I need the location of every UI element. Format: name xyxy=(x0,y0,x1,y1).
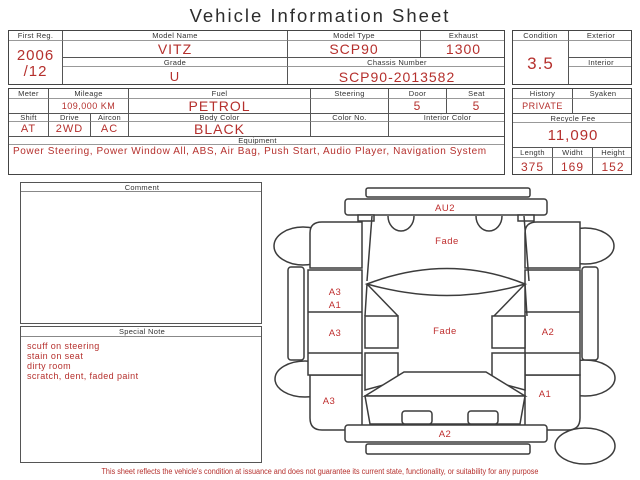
interior-color-value xyxy=(389,122,505,137)
condition-value: 3.5 xyxy=(513,41,569,85)
history-block xyxy=(512,88,632,175)
aircon-label: Aircon xyxy=(91,114,129,122)
center-body xyxy=(345,188,547,454)
front-bumper-trim xyxy=(366,188,530,197)
special-note-box xyxy=(20,326,262,463)
width-label: Widht xyxy=(553,148,593,158)
shift-value: AT xyxy=(9,122,49,137)
steering-value xyxy=(311,99,389,114)
exhaust-value: 1300 xyxy=(421,41,505,58)
history-label: History xyxy=(513,89,573,99)
label-rear-bumper: A2 xyxy=(438,429,452,440)
footer-disclaimer: This sheet reflects the vehicle's condition at issuance and does not guarantee its current state, functionality, or suitability for any purpose xyxy=(101,467,539,476)
shift-label: Shift xyxy=(9,114,49,122)
label-front-bumper: AU2 xyxy=(435,203,455,214)
body-color-label: Body Color xyxy=(129,114,311,122)
fuel-value: PETROL xyxy=(129,99,311,114)
equipment-label: Equipment xyxy=(9,137,505,145)
meter-label: Meter xyxy=(9,89,49,99)
special-note-line: stain on seat xyxy=(27,351,84,361)
drive-label: Drive xyxy=(49,114,91,122)
label-hood-fade: Fade xyxy=(435,236,459,247)
equipment-value: Power Steering, Power Window All, ABS, Air Bag, Push Start, Audio Player, Navigation System xyxy=(13,146,487,157)
color-no-value xyxy=(311,122,389,137)
comment-box xyxy=(20,182,262,324)
label-left-rear: A3 xyxy=(322,396,336,407)
width-value: 169 xyxy=(553,158,593,175)
special-note-label: Special Note xyxy=(21,327,262,337)
label-roof-fade: Fade xyxy=(433,326,457,337)
meter-value xyxy=(9,99,49,114)
drive-value: 2WD xyxy=(49,122,91,137)
exterior-label: Exterior xyxy=(569,31,632,41)
left-door-panel xyxy=(308,270,362,375)
mileage-value: 109,000 KM xyxy=(49,99,129,114)
right-front-window xyxy=(492,316,525,348)
special-note-line: scratch, dent, faded paint xyxy=(27,371,139,381)
seat-value: 5 xyxy=(447,99,505,114)
rear-bumper-trim xyxy=(366,444,530,454)
label-left-top-2: A1 xyxy=(328,300,342,311)
right-door-panel xyxy=(525,270,580,375)
left-front-fender xyxy=(310,222,362,268)
recycle-fee-label: Recycle Fee xyxy=(513,114,632,123)
model-type-label: Model Type xyxy=(288,31,421,41)
interior-label: Interior xyxy=(569,58,632,67)
rear-tab-left xyxy=(402,411,432,424)
condition-label: Condition xyxy=(513,31,569,41)
trunk-lid xyxy=(365,396,525,424)
aircon-value: AC xyxy=(91,122,129,137)
special-note-line: scuff on steering xyxy=(27,341,100,351)
interior-color-label: Interior Color xyxy=(389,114,505,122)
body-color-value: BLACK xyxy=(129,122,311,137)
wheel-arch-arcs xyxy=(388,216,502,231)
steering-label: Steering xyxy=(311,89,389,99)
right-rocker-strip xyxy=(582,267,598,360)
length-label: Length xyxy=(513,148,553,158)
model-name-value: VITZ xyxy=(63,41,288,58)
interior-value xyxy=(569,67,632,85)
special-note-line: dirty room xyxy=(27,361,72,371)
first-reg-month: /12 xyxy=(23,62,48,80)
label-right-mid: A2 xyxy=(541,327,555,338)
recycle-fee-value: 11,090 xyxy=(513,123,632,148)
grade-value: U xyxy=(63,67,288,85)
spare-tire xyxy=(555,428,615,464)
syaken-label: Syaken xyxy=(573,89,632,99)
label-right-rear: A1 xyxy=(538,389,552,400)
rear-tab-right xyxy=(468,411,498,424)
color-no-label: Color No. xyxy=(311,114,389,122)
door-label: Door xyxy=(389,89,447,99)
condition-block xyxy=(512,30,632,85)
label-left-top-1: A3 xyxy=(328,287,342,298)
comment-label: Comment xyxy=(21,183,262,192)
label-left-mid: A3 xyxy=(328,328,342,339)
first-reg-label: First Reg. xyxy=(9,31,63,41)
model-type-value: SCP90 xyxy=(288,41,421,58)
chassis-number-value: SCP90-2013582 xyxy=(338,68,456,85)
front-bumper-tab-right xyxy=(518,215,534,221)
vehicle-id-table xyxy=(8,30,505,85)
right-front-fender xyxy=(525,222,580,268)
history-value: PRIVATE xyxy=(513,99,573,114)
mileage-label: Mileage xyxy=(49,89,129,99)
exhaust-label: Exhaust xyxy=(421,31,505,41)
height-label: Height xyxy=(593,148,632,158)
fuel-label: Fuel xyxy=(129,89,311,99)
chassis-number-label: Chassis Number xyxy=(288,58,505,67)
car-damage-diagram xyxy=(262,183,640,468)
seat-label: Seat xyxy=(447,89,505,99)
model-name-label: Model Name xyxy=(63,31,288,41)
exterior-value xyxy=(569,41,632,58)
special-note-list xyxy=(27,341,257,381)
first-reg-value xyxy=(9,41,63,85)
length-value: 375 xyxy=(513,158,553,175)
left-rocker-strip xyxy=(288,267,304,360)
windshield xyxy=(367,269,525,296)
syaken-value xyxy=(573,99,632,114)
left-front-window xyxy=(365,316,398,348)
spec-table xyxy=(8,88,505,175)
right-rear-fender xyxy=(525,375,580,430)
grade-label: Grade xyxy=(63,58,288,67)
first-reg-year: 2006 xyxy=(16,46,55,64)
height-value: 152 xyxy=(601,160,625,174)
page-title: Vehicle Information Sheet xyxy=(189,5,451,26)
left-rear-fender xyxy=(310,375,362,430)
door-value: 5 xyxy=(389,99,447,114)
